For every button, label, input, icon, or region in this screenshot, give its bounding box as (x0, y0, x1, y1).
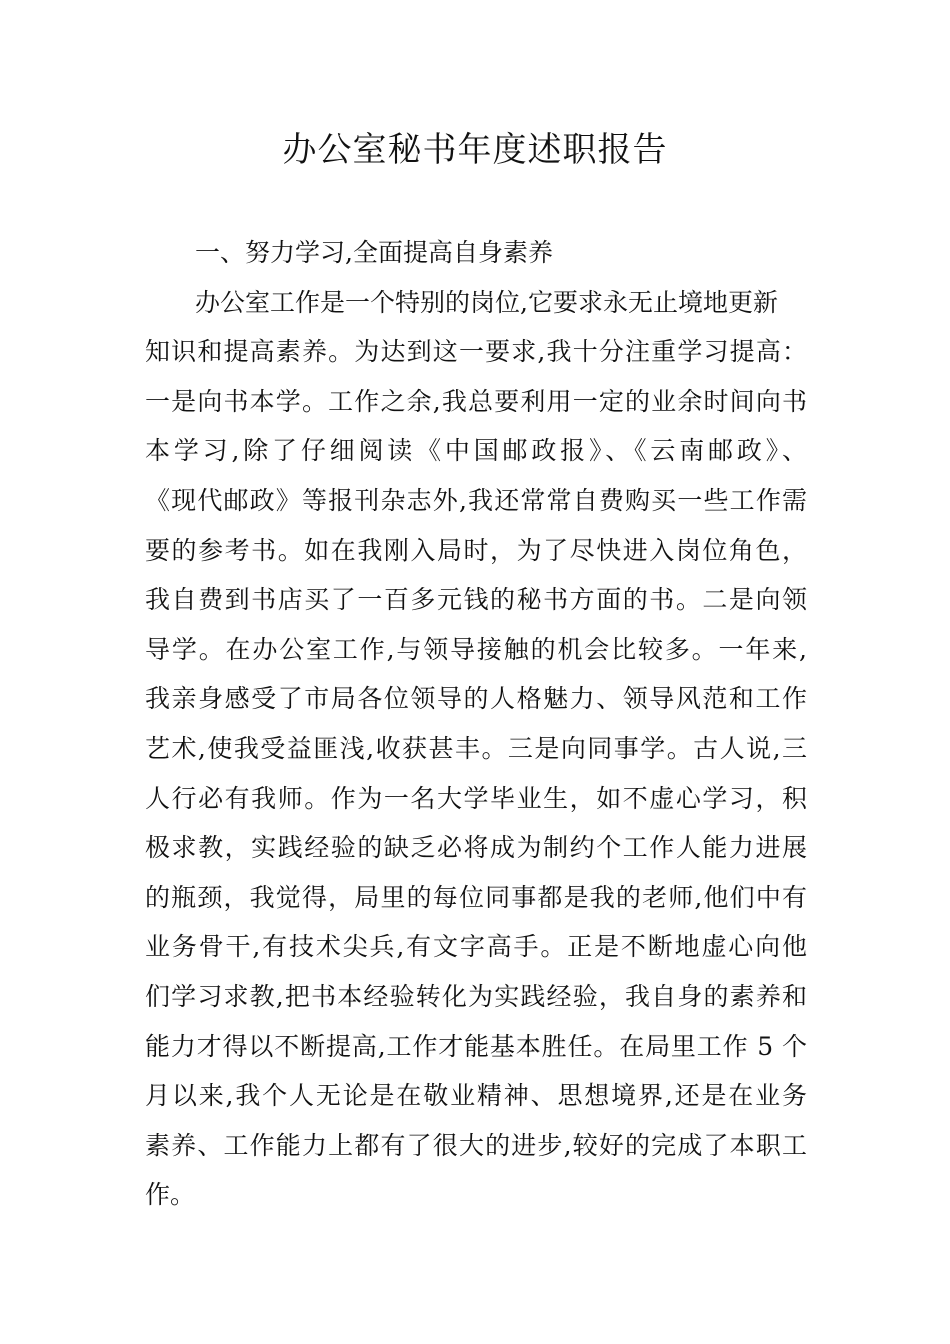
paragraph-line: 《现代邮政》等报刊杂志外,我还常常自费购买一些工作需 (145, 485, 807, 515)
paragraph-line: 我自费到书店买了一百多元钱的秘书方面的书。二是向领 (145, 585, 807, 615)
paragraph-line: 知识和提高素养。为达到这一要求,我十分注重学习提高： (145, 337, 807, 367)
paragraph-line: 们学习求教,把书本经验转化为实践经验，我自身的素养和 (145, 981, 807, 1011)
paragraph-line: 办公室工作是一个特别的岗位,它要求永无止境地更新 (195, 287, 778, 317)
paragraph-line: 本学习,除了仔细阅读《中国邮政报》、《云南邮政》、 (145, 436, 807, 466)
paragraph-line: 能力才得以不断提高,工作才能基本胜任。在局里工作 5 个 (145, 1031, 807, 1061)
paragraph-line: 素养、工作能力上都有了很大的进步,较好的完成了本职工 (145, 1130, 807, 1160)
paragraph-line: 业务骨干,有技术尖兵,有文字高手。正是不断地虚心向他 (145, 932, 807, 962)
paragraph-line: 月以来,我个人无论是在敬业精神、思想境界,还是在业务 (145, 1081, 807, 1111)
document-body (145, 228, 807, 1220)
paragraph-line: 导学。在办公室工作,与领导接触的机会比较多。一年来, (145, 634, 807, 664)
paragraph-line: 作。 (145, 1180, 196, 1210)
paragraph-line: 要的参考书。如在我刚入局时，为了尽快进入岗位角色， (145, 535, 807, 565)
document-title: 办公室秘书年度述职报告 (282, 130, 668, 170)
section-heading: 一、努力学习,全面提高自身素养 (195, 238, 553, 267)
paragraph-line: 艺术,使我受益匪浅,收获甚丰。三是向同事学。古人说,三 (145, 733, 807, 763)
paragraph-line: 人行必有我师。作为一名大学毕业生，如不虚心学习，积 (145, 783, 807, 813)
paragraph-line: 的瓶颈，我觉得，局里的每位同事都是我的老师,他们中有 (145, 882, 807, 912)
paragraph-line: 一是向书本学。工作之余,我总要利用一定的业余时间向书 (145, 386, 807, 416)
paragraph-line: 极求教，实践经验的缺乏必将成为制约个工作人能力进展 (145, 833, 807, 863)
paragraph-line: 我亲身感受了市局各位领导的人格魅力、领导风范和工作 (145, 684, 807, 714)
